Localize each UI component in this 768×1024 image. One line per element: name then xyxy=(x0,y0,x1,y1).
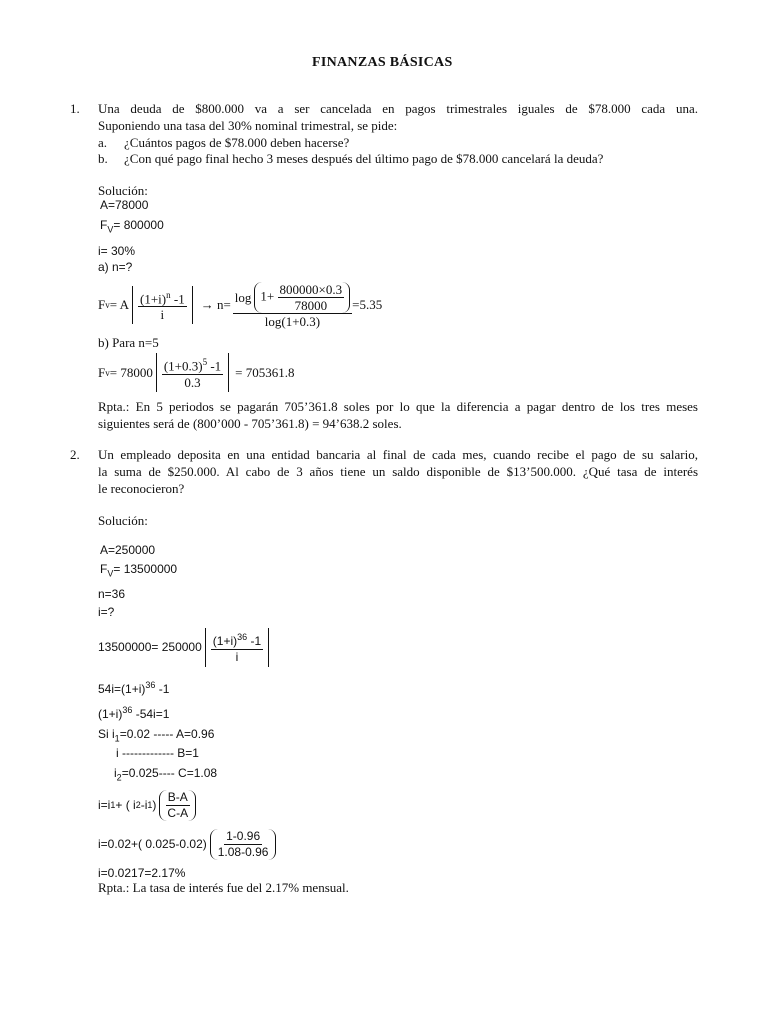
eq1-den: i xyxy=(160,307,165,323)
solucion-2-heading: Solución: xyxy=(98,513,148,528)
eq1-F-sub: v xyxy=(105,300,110,310)
sol2-eq3 xyxy=(98,705,169,721)
problem-1-a-label: a. xyxy=(98,135,108,150)
sol2-calc-a: i=0.02+( 0.025-0.02) xyxy=(98,837,207,851)
sol1-b-para: b) Para n=5 xyxy=(98,335,159,350)
problem-2-text-line3: le reconocieron? xyxy=(98,481,185,496)
problem-2-text-line1: Un empleado deposita en una entidad bancaria al final de cada mes, cuando recibe el pago de su salario, xyxy=(98,447,698,462)
eq1-fraction xyxy=(138,288,187,322)
eq1-num-sup: n xyxy=(166,289,171,300)
sol1-F-base: F xyxy=(100,218,108,232)
sol2-eq3-a: (1+i) xyxy=(98,707,123,721)
eq1-bracket xyxy=(132,286,193,324)
sol2-calc-fraction xyxy=(216,829,271,860)
sol2-calc-paren xyxy=(210,829,277,860)
sol2-i: i=? xyxy=(98,605,115,619)
sol2-interp-c: -i xyxy=(140,798,148,812)
eq1-num: (1+i) xyxy=(140,291,167,307)
sol2-eq1-den: i xyxy=(235,649,239,664)
eq2-result: = 705361.8 xyxy=(235,364,295,380)
sol2-eq2-c: -1 xyxy=(155,682,170,696)
sol2-eq1-num-sup: 36 xyxy=(237,631,248,642)
solucion-1-heading: Solución: xyxy=(98,183,148,198)
eq1-log: log xyxy=(234,289,252,305)
sol1-F-value: = 800000 xyxy=(113,218,164,232)
sol2-si-line xyxy=(98,727,214,743)
sol2-F-sub: V xyxy=(107,568,114,579)
problem-2-number: 2. xyxy=(70,447,80,462)
eq1-one-plus: 1+ xyxy=(260,287,275,303)
sol1-a-n: a) n=? xyxy=(98,260,133,274)
sol2-result: i=0.0217=2.17% xyxy=(98,866,186,880)
eq1-log-paren xyxy=(254,282,350,313)
sol1-i: i= 30% xyxy=(98,244,136,258)
sol2-calc-den: 1.08-0.96 xyxy=(217,844,269,859)
eq2-eq: = 78000 xyxy=(109,364,153,380)
sol2-interp-b: + ( i xyxy=(115,798,136,812)
sol1-A: A=78000 xyxy=(100,198,149,212)
page-title: FINANZAS BÁSICAS xyxy=(312,55,453,70)
sol2-eq1-fraction xyxy=(211,630,263,665)
sol2-i-line: i ------------- B=1 xyxy=(116,746,199,760)
sol2-eq1-num: (1+i) xyxy=(212,633,238,648)
sol2-interpolation xyxy=(98,786,196,824)
eq2-num: (1+0.3) xyxy=(163,358,203,374)
problem-1-text-line1: Una deuda de $800.000 va a ser cancelada en pagos trimestrales iguales de $78.000 cada una. xyxy=(98,101,698,116)
eq2-num-sup: 5 xyxy=(202,357,208,368)
sol2-interp-d: ) xyxy=(152,798,157,812)
sol2-eq2-a: 54i= xyxy=(98,682,122,696)
eq2-F: F xyxy=(98,364,106,380)
sol2-n: n=36 xyxy=(98,587,126,601)
sol1-equation-annuity xyxy=(98,280,382,330)
problem-1-number: 1. xyxy=(70,101,80,116)
eq1-num-rest: -1 xyxy=(170,291,185,307)
sol2-si-sub: 1 xyxy=(114,733,120,744)
sol2-interp-a: i=i xyxy=(98,798,111,812)
sol2-i2-rest: =0.025---- C=1.08 xyxy=(121,766,218,780)
sol2-eq2 xyxy=(98,680,169,696)
eq2-F-sub: v xyxy=(105,367,110,378)
eq2-num-rest: -1 xyxy=(207,358,222,374)
sol2-eq1-bracket xyxy=(205,628,269,667)
sol2-interp-den: C-A xyxy=(167,805,189,820)
sol2-interp-sub2: 2 xyxy=(135,800,141,810)
sol2-F-base: F xyxy=(100,562,108,576)
sol2-eq3-b: -54i=1 xyxy=(132,707,170,721)
problem-1-b-label: b. xyxy=(98,151,108,166)
sol2-eq3-sup: 36 xyxy=(122,705,133,715)
problem-2-text-line2: la suma de $250.000. Al cabo de 3 años tiene un saldo disponible de $13’500.000. ¿Qué tasa de interés xyxy=(98,464,698,479)
problem-1-answer-line1: Rpta.: En 5 periodos se pagarán 705’361.8 soles por lo que la diferencia a pagar dentro de los tres meses xyxy=(98,399,698,414)
eq1-inner-den: 78000 xyxy=(294,297,328,313)
sol1-equation-fv xyxy=(98,350,295,395)
sol2-interp-paren xyxy=(159,790,196,821)
problem-1-text-line2: Suponiendo una tasa del 30% nominal trimestral, se pide: xyxy=(98,118,398,133)
sol2-eq1-left: 13500000= 250000 xyxy=(98,640,202,654)
sol2-eq2-b: (1+i) xyxy=(121,682,146,696)
sol2-si-rest: =0.02 ----- A=0.96 xyxy=(119,727,215,741)
problem-1-b-text: ¿Con qué pago final hecho 3 meses después del último pago de $78.000 cancelará la deuda? xyxy=(124,151,604,166)
sol2-interp-sub1: 1 xyxy=(110,800,116,810)
eq1-inner-num: 800000×0.3 xyxy=(279,281,343,297)
sol2-Fv xyxy=(100,562,177,578)
sol2-eq1-num-rest: -1 xyxy=(247,633,262,648)
sol2-eq2-sup: 36 xyxy=(145,680,156,690)
sol2-interp-fraction xyxy=(165,790,190,821)
sol2-A: A=250000 xyxy=(100,543,156,557)
sol2-i2-sub: 2 xyxy=(116,772,122,783)
problem-2-answer: Rpta.: La tasa de interés fue del 2.17% mensual. xyxy=(98,880,349,895)
sol2-si: Si i xyxy=(98,727,115,741)
sol2-calculation xyxy=(98,825,276,863)
eq1-eq-A: = A xyxy=(109,297,129,312)
eq1-result: =5.35 xyxy=(352,297,383,312)
sol2-interp-num: B-A xyxy=(167,789,188,804)
sol2-calc-num: 1-0.96 xyxy=(226,828,261,843)
sol1-Fv xyxy=(100,218,164,234)
eq1-arrow-n: → n= xyxy=(200,297,231,312)
eq1-inner-fraction xyxy=(278,282,345,313)
problem-1-answer-line2: siguientes será de (800’000 - 705’361.8) = 94’638.2 soles. xyxy=(98,416,402,431)
sol2-F-value: = 13500000 xyxy=(113,562,178,576)
eq1-log-fraction xyxy=(233,282,352,329)
sol1-F-sub: V xyxy=(107,224,114,235)
eq1-log-den: log(1+0.3) xyxy=(264,313,321,329)
sol2-interp-sub3: 1 xyxy=(147,800,153,810)
sol2-i2-line xyxy=(114,766,217,782)
eq2-bracket xyxy=(156,353,229,391)
eq2-den: 0.3 xyxy=(184,374,201,390)
problem-1-a-text: ¿Cuántos pagos de $78.000 deben hacerse? xyxy=(124,135,350,150)
eq2-fraction xyxy=(162,355,223,389)
sol2-equation-annuity xyxy=(98,622,269,672)
eq1-F: F xyxy=(98,297,106,312)
sol2-i2: i xyxy=(114,766,117,780)
